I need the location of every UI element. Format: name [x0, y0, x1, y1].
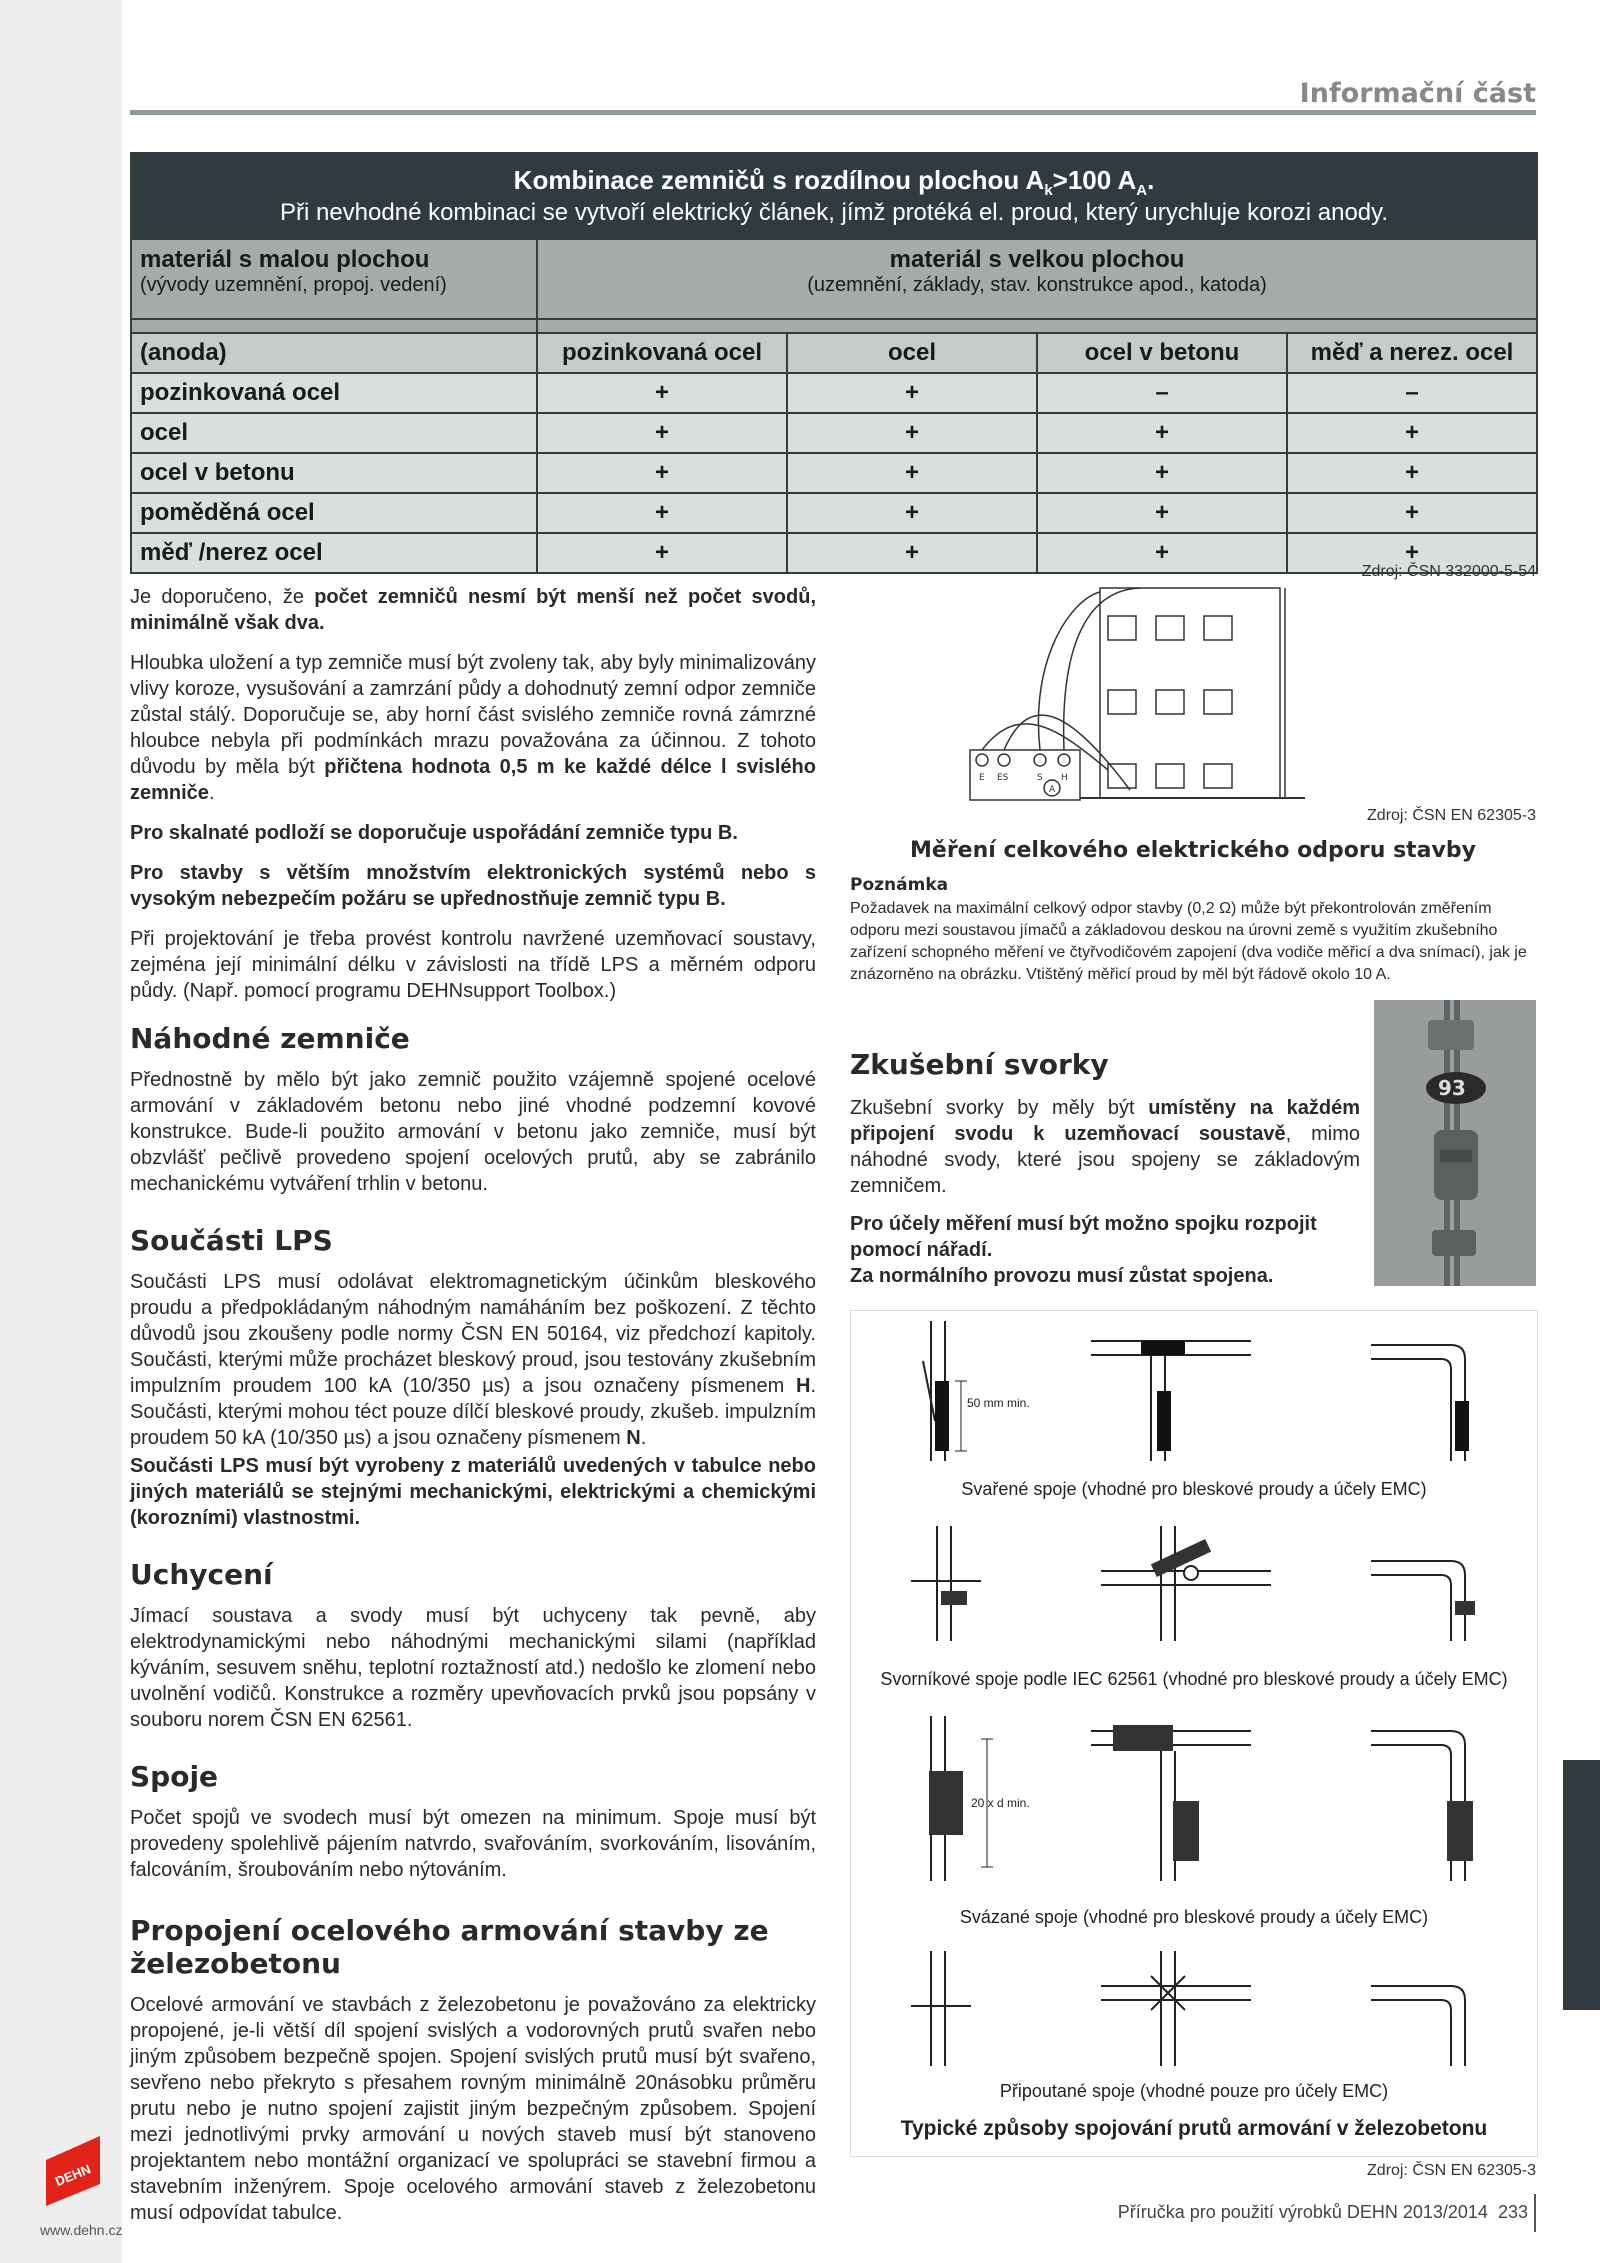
table-cell: +: [1037, 453, 1287, 493]
section-zkusebni-svorky: [850, 1048, 1360, 1301]
terminal-label: ES: [997, 773, 1009, 783]
paragraph: Přednostně by mělo být jako zemnič použito vzájemně spojené ocelové armování v základovém betonu nebo jiné vhodné podzemní kovové konstrukce. Bude-li použito armování v betonu jako zemniče, musí být obzvlášť pečlivě provedeno spojení ocelových prutů, aby se zabránilo mechanickému vytváření trhlin v betonu.: [130, 1069, 816, 1195]
joints-source: Zdroj: ČSN EN 62305-3: [1367, 2162, 1536, 2179]
table-cell: +: [1287, 533, 1537, 573]
paragraph: Součásti LPS musí odolávat elektromagnetickým účinkům bleskového proudu a předpokládaným náhodným namáháním bez poškození. Z těchto důvodů jsou zkoušeny podle normy ČSN EN 50164, viz předchozí kapitoly. Součásti, kterými může procházet bleskový proud, jsou testovány zkušebním impulzním proudem 100 kA (10/350 µs) a jsou označeny písmenem H. Součásti, kterými mohou téct pouze dílčí bleskové proudy, zkušeb. impulzním proudem 50 kA (10/350 µs) a jsou označeny písmenem N.: [130, 1271, 816, 1449]
heading: Náhodné zemniče: [130, 1022, 410, 1055]
table-cell: +: [1037, 533, 1287, 573]
column-header: měď a nerez. ocel: [1287, 333, 1537, 373]
table-cell: –: [1037, 373, 1287, 413]
footer: Příručka pro použití výrobků DEHN 2013/2014 233: [1117, 2202, 1528, 2222]
rebar-joints-figure: [850, 1310, 1538, 2157]
table-cell: +: [1287, 453, 1537, 493]
anode-label: (anoda): [131, 333, 537, 373]
table-cell: +: [1287, 493, 1537, 533]
table-cell: +: [537, 453, 787, 493]
table-cell: +: [537, 373, 787, 413]
section-nahodne: [130, 1022, 816, 1211]
figure-source: Zdroj: ČSN EN 62305-3: [1367, 807, 1536, 824]
heading: Spoje: [130, 1760, 219, 1793]
welded-joints-drawing: [851, 1311, 1537, 1471]
paragraph: Zkušební svorky by měly být umístěny na každém připojení svodu k uzemňovací soustavě, mimo náhodné svody, které jsou spojeny se základovým zemničem.: [850, 1097, 1360, 1197]
caption-tied: Svázané spoje (vhodné pro bleskové proudy a účely EMC): [959, 1907, 1429, 1927]
header-rule: [130, 110, 1536, 115]
table-cell: +: [787, 413, 1037, 453]
note-title: Poznámka: [850, 875, 949, 895]
row-label: měď /nerez ocel: [131, 533, 537, 573]
resistance-measurement-diagram: [960, 580, 1320, 810]
table-source: Zdroj: ČSN 332000-5-54: [1361, 563, 1536, 580]
table-cell: +: [537, 533, 787, 573]
table-row: [131, 493, 1537, 533]
table-cell: –: [1287, 373, 1537, 413]
row-label: ocel v betonu: [131, 453, 537, 493]
figure-caption: Měření celkového elektrického odporu stavby: [910, 838, 1476, 863]
paragraph: Při projektování je třeba provést kontrolu navržené uzemňovací soustavy, zejména její minimální délku v závislosti na třídě LPS a měrném odporu půdy. (Např. pomocí programu DEHNsupport Toolbox.): [130, 928, 816, 1002]
terminal-label: H: [1061, 773, 1068, 783]
row-label: ocel: [131, 413, 537, 453]
table-title-cell: [131, 153, 1537, 239]
left-margin-bar: [0, 0, 122, 2263]
website: www.dehn.cz: [40, 2222, 123, 2238]
table-cell: +: [1037, 493, 1287, 533]
table-row: [131, 413, 1537, 453]
terminal-label: E: [979, 773, 985, 783]
column-header: ocel v betonu: [1037, 333, 1287, 373]
paragraph-bold: Pro skalnaté podloží se doporučuje uspořádání zemniče typu B.: [130, 822, 738, 844]
dehn-logo: [40, 2130, 120, 2210]
column-header: ocel: [787, 333, 1037, 373]
row-label: pozinkovaná ocel: [131, 373, 537, 413]
table-subtitle: Při nevhodné kombinaci se vytvoří elektrický článek, jímž protéká el. proud, který urychluje korozi anody.: [279, 199, 1389, 227]
page-number: 233: [1497, 2202, 1528, 2222]
earth-electrode-combination-table: [130, 152, 1538, 574]
table-title: Kombinace zemničů s rozdílnou plochou $A_k>100$ $A_A$.: [513, 164, 1155, 200]
table-cell: +: [1287, 413, 1537, 453]
table-cell: +: [1037, 413, 1287, 453]
small-area-header: materiál s malou plochou (vývody uzemnění, propoj. vedení): [131, 239, 537, 319]
section-soucasti: [130, 1224, 816, 1545]
clamp-joints-drawing: [851, 1521, 1537, 1651]
svg-text:DEHN: DEHN: [53, 2161, 93, 2190]
paragraph: Hloubka uložení a typ zemniče musí být zvoleny tak, aby byly minimalizovány vlivy koroze, vysušování a zamrzání půdy a dohodnutý zemní odpor zemniče zůstal stálý. Doporučuje se, aby horní část svislého zemniče rovná zámrzné hloubce nebyla při podmínkách mrazu považována za účinnou. Z tohoto důvodu by měla být přičtena hodnota 0,5 m ke každé délce l svislého zemniče.: [130, 652, 816, 804]
table-cell: +: [787, 533, 1037, 573]
section-propojeni: [130, 1914, 816, 2240]
footer-divider: [1534, 2194, 1536, 2232]
table-cell: +: [537, 413, 787, 453]
paragraph-bold: Součásti LPS musí být vyrobeny z materiálů uvedených v tabulce nebo jiných materiálů se stejnými mechanickými, elektrickými a chemickými (korozními) vlastnostmi.: [130, 1455, 816, 1529]
paragraph: Je doporučeno, že počet zemničů nesmí být menší než počet svodů, minimálně však dva.: [130, 586, 816, 634]
table-cell: +: [787, 493, 1037, 533]
left-column: [130, 584, 816, 1018]
paragraph-bold: Za normálního provozu musí zůstat spojena.: [850, 1265, 1274, 1287]
heading: Zkušební svorky: [850, 1048, 1109, 1081]
table-cell: +: [787, 453, 1037, 493]
wired-joints-drawing: [851, 1946, 1537, 2076]
table-cell: +: [787, 373, 1037, 413]
row-label: poměděná ocel: [131, 493, 537, 533]
column-header: pozinkovaná ocel: [537, 333, 787, 373]
table-row: [131, 453, 1537, 493]
paragraph-bold: Pro účely měření musí být možno spojku rozpojit pomocí nářadí.: [850, 1213, 1317, 1261]
heading: Propojení ocelového armování stavby ze železobetonu: [130, 1914, 769, 1980]
table-column-headers: [131, 333, 1537, 373]
building-outline: [1100, 588, 1280, 798]
note-text: Požadavek na maximální celkový odpor stavby (0,2 Ω) může být překontrolován změřením odporu mezi soustavou jímačů a základovou deskou na úrovni země s využitím zkušebního zařízení schopného měření ve čtyřvodičovém zapojení (dva vodiče měřicí a dva snímací), jak je znázorněno na obrázku. Vtištěný měřicí proud by měl být řádově okolo 10 A.: [850, 900, 1527, 983]
section-spoje: [130, 1760, 816, 1897]
figure-caption-joints: Typické způsoby spojování prutů armování v železobetonu: [900, 2117, 1488, 2140]
table-row: [131, 533, 1537, 573]
heading: Součásti LPS: [130, 1224, 333, 1257]
paragraph: Ocelové armování ve stavbách z železobetonu je považováno za elektricky propojené, je-li větší díl spojení svislých a vodorovných prutů svařen nebo jiným způsobem bezpečně spojen. Spojení svislých prutů musí být svařeno, sevřeno nebo překryto s přesahem rovným minimálně 20násobku průměru prutu nebo je nutno spojení zajistit jiným bezpečným způsobem. Spojení mezi jednotlivými prvky armování u nových staveb musí být stanoveno projektantem nebo montážní organizací ve spolupráci se stavební firmou a stavebním inženýrem. Spoje ocelového armování staveb z železobetonu musí odpovídat tabulce.: [130, 1994, 816, 2224]
heading: Uchycení: [130, 1558, 273, 1591]
terminal-label: S: [1037, 773, 1043, 783]
paragraph: Počet spojů ve svodech musí být omezen na minimum. Spoje musí být provedeny spolehlivě pájením natvrdo, svařováním, svorkováním, lisováním, falcováním, šroubováním nebo nýtováním.: [130, 1807, 816, 1881]
caption-wired: Připoutané spoje (vhodné pouze pro účely EMC): [999, 2081, 1389, 2101]
terminal-label: A: [1049, 785, 1056, 795]
caption-clamp: Svorníkové spoje podle IEC 62561 (vhodné pro bleskové proudy a účely EMC): [880, 1669, 1508, 1689]
dimension-label: 50 mm min.: [967, 1396, 1030, 1410]
caption-welded: Svařené spoje (vhodné pro bleskové proudy a účely EMC): [961, 1479, 1427, 1499]
section-uchyceni: [130, 1558, 816, 1747]
chapter-tab: [1563, 1760, 1600, 2010]
large-area-header: materiál s velkou plochou (uzemnění, základy, stav. konstrukce apod., katoda): [537, 239, 1537, 319]
table-row: [131, 373, 1537, 413]
tied-joints-drawing: [851, 1711, 1537, 1891]
table-cell: +: [537, 493, 787, 533]
test-joint-photo: [1374, 1000, 1536, 1286]
dimension-label: 20 x d min.: [971, 1796, 1030, 1810]
paragraph-bold: Pro stavby s větším množstvím elektronických systémů nebo s vysokým nebezpečím požáru se upřednostňuje zemnič typu B.: [130, 862, 816, 910]
photo-label: 93: [1438, 1076, 1466, 1100]
section-title: Informační část: [1299, 78, 1536, 109]
paragraph: Jímací soustava a svody musí být uchyceny tak pevně, aby elektrodynamickými nebo náhodnými mechanickými silami (například kýváním, sesuvem sněhu, teplotní roztažností atd.) nedošlo ke zlomení nebo uvolnění vodičů. Konstrukce a rozměry upevňovacích prvků jsou popsány v souboru norem ČSN EN 62561.: [130, 1605, 816, 1731]
